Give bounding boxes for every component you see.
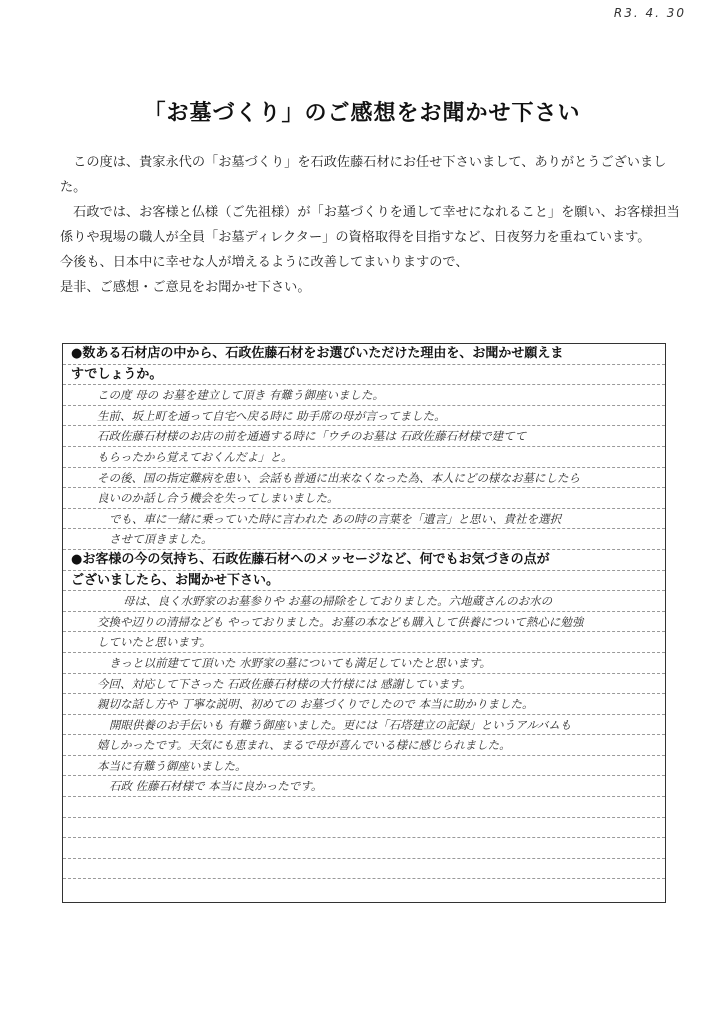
survey-form [62, 343, 666, 903]
answer-2-line: 本当に有難う御座いました。 [63, 756, 665, 777]
answer-2-line: 交換や辺りの清掃なども やっておりました。お墓の本なども購入して供養について熱心に勉強 [63, 612, 665, 633]
answer-2-line: 開眼供養のお手伝いも 有難う御座いました。更には「石塔建立の記録」というアルバムも [63, 715, 665, 736]
blank-line [63, 838, 665, 859]
answer-1-line: もらったから覚えておくんだよ」と。 [63, 447, 665, 468]
answer-1-line: 生前、坂上町を通って自宅へ戻る時に 助手席の母が言ってました。 [63, 406, 665, 427]
intro-text [60, 150, 680, 300]
blank-line [63, 818, 665, 839]
intro-paragraph: 今後も、日本中に幸せな人が増えるように改善してまいりますので、 [60, 255, 469, 270]
intro-paragraph: この度は、貴家永代の「お墓づくり」を石政佐藤石材にお任せ下さいまして、ありがとうございました。 [60, 155, 667, 195]
page-title: 「お墓づくり」のご感想をお聞かせ下さい [143, 100, 581, 126]
intro-paragraph: 石政では、お客様と仏様（ご先祖様）が「お墓づくりを通して幸せになれること」を願い、お客様担当係りや現場の職人が全員「お墓ディレクター」の資格取得を目指すなど、日夜努力を重ねています。 [60, 205, 680, 245]
answer-2-line: していたと思います。 [63, 632, 665, 653]
answer-1-line: させて頂きました。 [63, 529, 665, 550]
answer-2-line: 親切な話し方や 丁寧な説明、初めての お墓づくりでしたので 本当に助かりました。 [63, 694, 665, 715]
answer-2-line: 嬉しかったです。天気にも恵まれ、まるで母が喜んでいる様に感じられました。 [63, 735, 665, 756]
answer-2-line: 母は、良く水野家のお墓参りや お墓の掃除をしておりました。六地蔵さんのお水の [63, 591, 665, 612]
answer-1-line: 良いのか話し合う機会を失ってしまいました。 [63, 488, 665, 509]
answer-2-line: きっと以前建てて頂いた 水野家の墓についても満足していたと思います。 [63, 653, 665, 674]
question-2-line: ございましたら、お聞かせ下さい。 [63, 571, 665, 592]
answer-1-line: 石政佐藤石材様のお店の前を通過する時に「ウチのお墓は 石政佐藤石材様で建てて [63, 426, 665, 447]
answer-2-line: 今回、対応して下さった 石政佐藤石材様の大竹様には 感謝しています。 [63, 674, 665, 695]
blank-line [63, 797, 665, 818]
question-1-line: ●数ある石材店の中から、石政佐藤石材をお選びいただけた理由を、お聞かせ願えま [63, 344, 665, 365]
answer-1-line: その後、国の指定難病を患い、会話も普通に出来なくなった為、本人にどの様なお墓にしたら [63, 468, 665, 489]
intro-paragraph: 是非、ご感想・ご意見をお聞かせ下さい。 [60, 280, 311, 295]
date-handwritten: R3. 4. 30 [613, 6, 686, 20]
answer-2-line: 石政 佐藤石材様で 本当に良かったです。 [63, 776, 665, 797]
question-2-line: ●お客様の今の気持ち、石政佐藤石材へのメッセージなど、何でもお気づきの点が [63, 550, 665, 571]
question-1-line: すでしょうか。 [63, 365, 665, 386]
answer-1-line: この度 母の お墓を建立して頂き 有難う御座いました。 [63, 385, 665, 406]
answer-1-line: でも、車に一緒に乗っていた時に言われた あの時の言葉を「遺言」と思い、貴社を選択 [63, 509, 665, 530]
blank-line [63, 859, 665, 880]
